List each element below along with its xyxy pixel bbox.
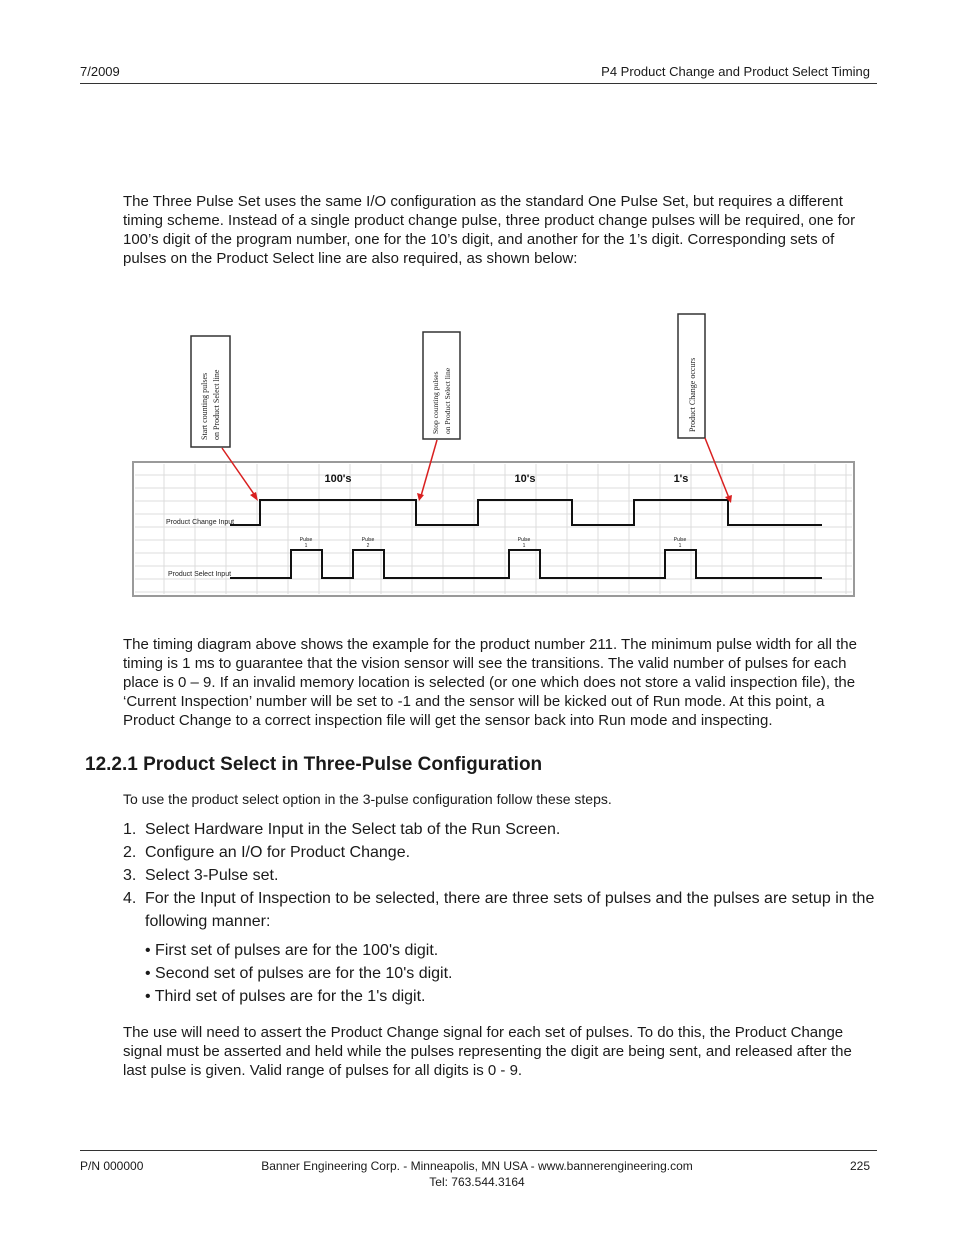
explanation-paragraph: The timing diagram above shows the example for the product number 211. The minimum pulse width for all the timing is 1 ms to guarantee that the vision sensor will see the transitions. The valid number of pulses for each place is 0 – 9. If an invalid memory location is selected (or one which does not store a valid inspection file), the ‘Current Inspection’ number will be set to -1 and the sensor will be kicked out of Run mode. At this point, a Product Change to a correct inspection file will get the sensor back into Run mode and inspecting. [123, 636, 857, 729]
footer-rule [80, 1150, 877, 1151]
bullet-item: • First set of pulses are for the 100's digit. [145, 942, 439, 959]
bullet-item: • Third set of pulses are for the 1's digit. [145, 988, 426, 1005]
callout-change-text: Product Change occurs [688, 357, 697, 432]
header-title: P4 Product Change and Product Select Timing [601, 64, 870, 79]
header-date: 7/2009 [80, 64, 120, 79]
step-text: Select 3-Pulse set. [145, 867, 279, 884]
step-number: 4. [123, 890, 137, 907]
pulse-label-number: 2 [366, 543, 370, 549]
step-number: 1. [123, 821, 137, 838]
intro-paragraph: The Three Pulse Set uses the same I/O configuration as the standard One Pulse Set, but requires a different timing scheme. Instead of a single product change pulse, three product change pulses will be required, one for 100’s digit of the program number, one for the 10’s digit, and another for the 1’s digit. Corresponding sets of pulses on the Product Select line are also required, as shown below: [123, 193, 856, 267]
step-item [123, 818, 875, 841]
footer-company [0, 1158, 954, 1190]
step-number: 2. [123, 844, 137, 861]
section-lead: To use the product select option in the 3-pulse configuration follow these steps. [123, 791, 612, 807]
closing-paragraph: The use will need to assert the Product Change signal for each set of pulses. To do this, the Product Change signal must be asserted and held while the pulses representing the digit are being sent, and released after the last pulse is given. Valid range of pulses for all digits is 0 - 9. [123, 1024, 852, 1079]
pulse-label-number: 1 [304, 543, 308, 549]
bullet-list [145, 939, 875, 1008]
footer-phone: Tel: 763.544.3164 [429, 1175, 525, 1189]
step-text: Select Hardware Input in the Select tab of the Run Screen. [145, 821, 561, 838]
step-text: For the Input of Inspection to be selected, there are three sets of pulses and the pulses are setup in the following manner: [145, 890, 875, 930]
callout-start-line2: on Product Select line [212, 369, 221, 440]
step-item [123, 841, 875, 864]
footer-part-number: P/N 000000 [80, 1159, 144, 1173]
digit-label-ones: 1's [673, 473, 689, 485]
row-label-product-select: Product Select Input [168, 571, 232, 578]
section-heading: 12.2.1 Product Select in Three-Pulse Configuration [85, 754, 543, 775]
callout-stop-line1: Stop counting pulses [431, 371, 440, 434]
pulse-label-word: Pulse [299, 537, 313, 543]
step-number: 3. [123, 867, 137, 884]
callout-box-stop [423, 332, 460, 439]
digit-label-hundreds: 100's [324, 473, 352, 485]
callout-box-start [191, 336, 230, 447]
step-item [123, 864, 875, 887]
pulse-label-number: 1 [678, 543, 682, 549]
step-text: Configure an I/O for Product Change. [145, 844, 411, 861]
diagram-frame [133, 462, 854, 596]
pulse-label-word: Pulse [673, 537, 687, 543]
step-item [123, 887, 875, 1008]
row-label-product-change: Product Change Input [166, 519, 235, 526]
footer-page-number: 225 [849, 1159, 870, 1173]
callout-start-line1: Start counting pulses [200, 372, 209, 440]
steps-list [123, 818, 875, 1008]
header-rule [80, 83, 877, 84]
pulse-label-word: Pulse [517, 537, 531, 543]
bullet-item: • Second set of pulses are for the 10's digit. [145, 965, 453, 982]
callout-stop-line2: on Product Select line [443, 367, 452, 434]
pulse-label-word: Pulse [361, 537, 375, 543]
pulse-label-number: 1 [522, 543, 526, 549]
digit-label-tens: 10's [514, 473, 536, 485]
footer-company-line: Banner Engineering Corp. - Minneapolis, MN USA - www.bannerengineering.com [261, 1159, 693, 1173]
